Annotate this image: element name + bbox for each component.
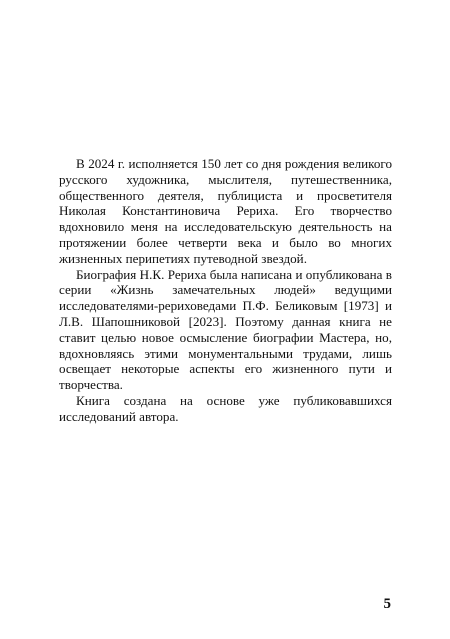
paragraph: В 2024 г. исполняется 150 лет со дня рождения великого русского художника, мыслителя, путешественника, общественного деятеля, публициста и просветителя Николая Константиновича Рериха. Его творчество вдохновило меня на исследовательскую деятельность на протяжении более четверти века и было во многих жизненных перипетиях путеводной звездой.	[59, 156, 392, 266]
paragraph: Книга создана на основе уже публиковавшихся исследований автора.	[59, 392, 392, 424]
preface-text	[59, 156, 392, 425]
page-number: 5	[383, 596, 391, 612]
paragraph: Биография Н.К. Рериха была написана и опубликована в серии «Жизнь замечательных людей» ведущими исследователями-рериховедами П.Ф. Беликовым [1973] и Л.В. Шапошниковой [2023]. Поэтому данная книга не ставит целью новое осмысление биографии Мастера, но, вдохновляясь этими монументальными трудами, лишь освещает некоторые аспекты его жизненного пути и творчества.	[59, 266, 392, 393]
